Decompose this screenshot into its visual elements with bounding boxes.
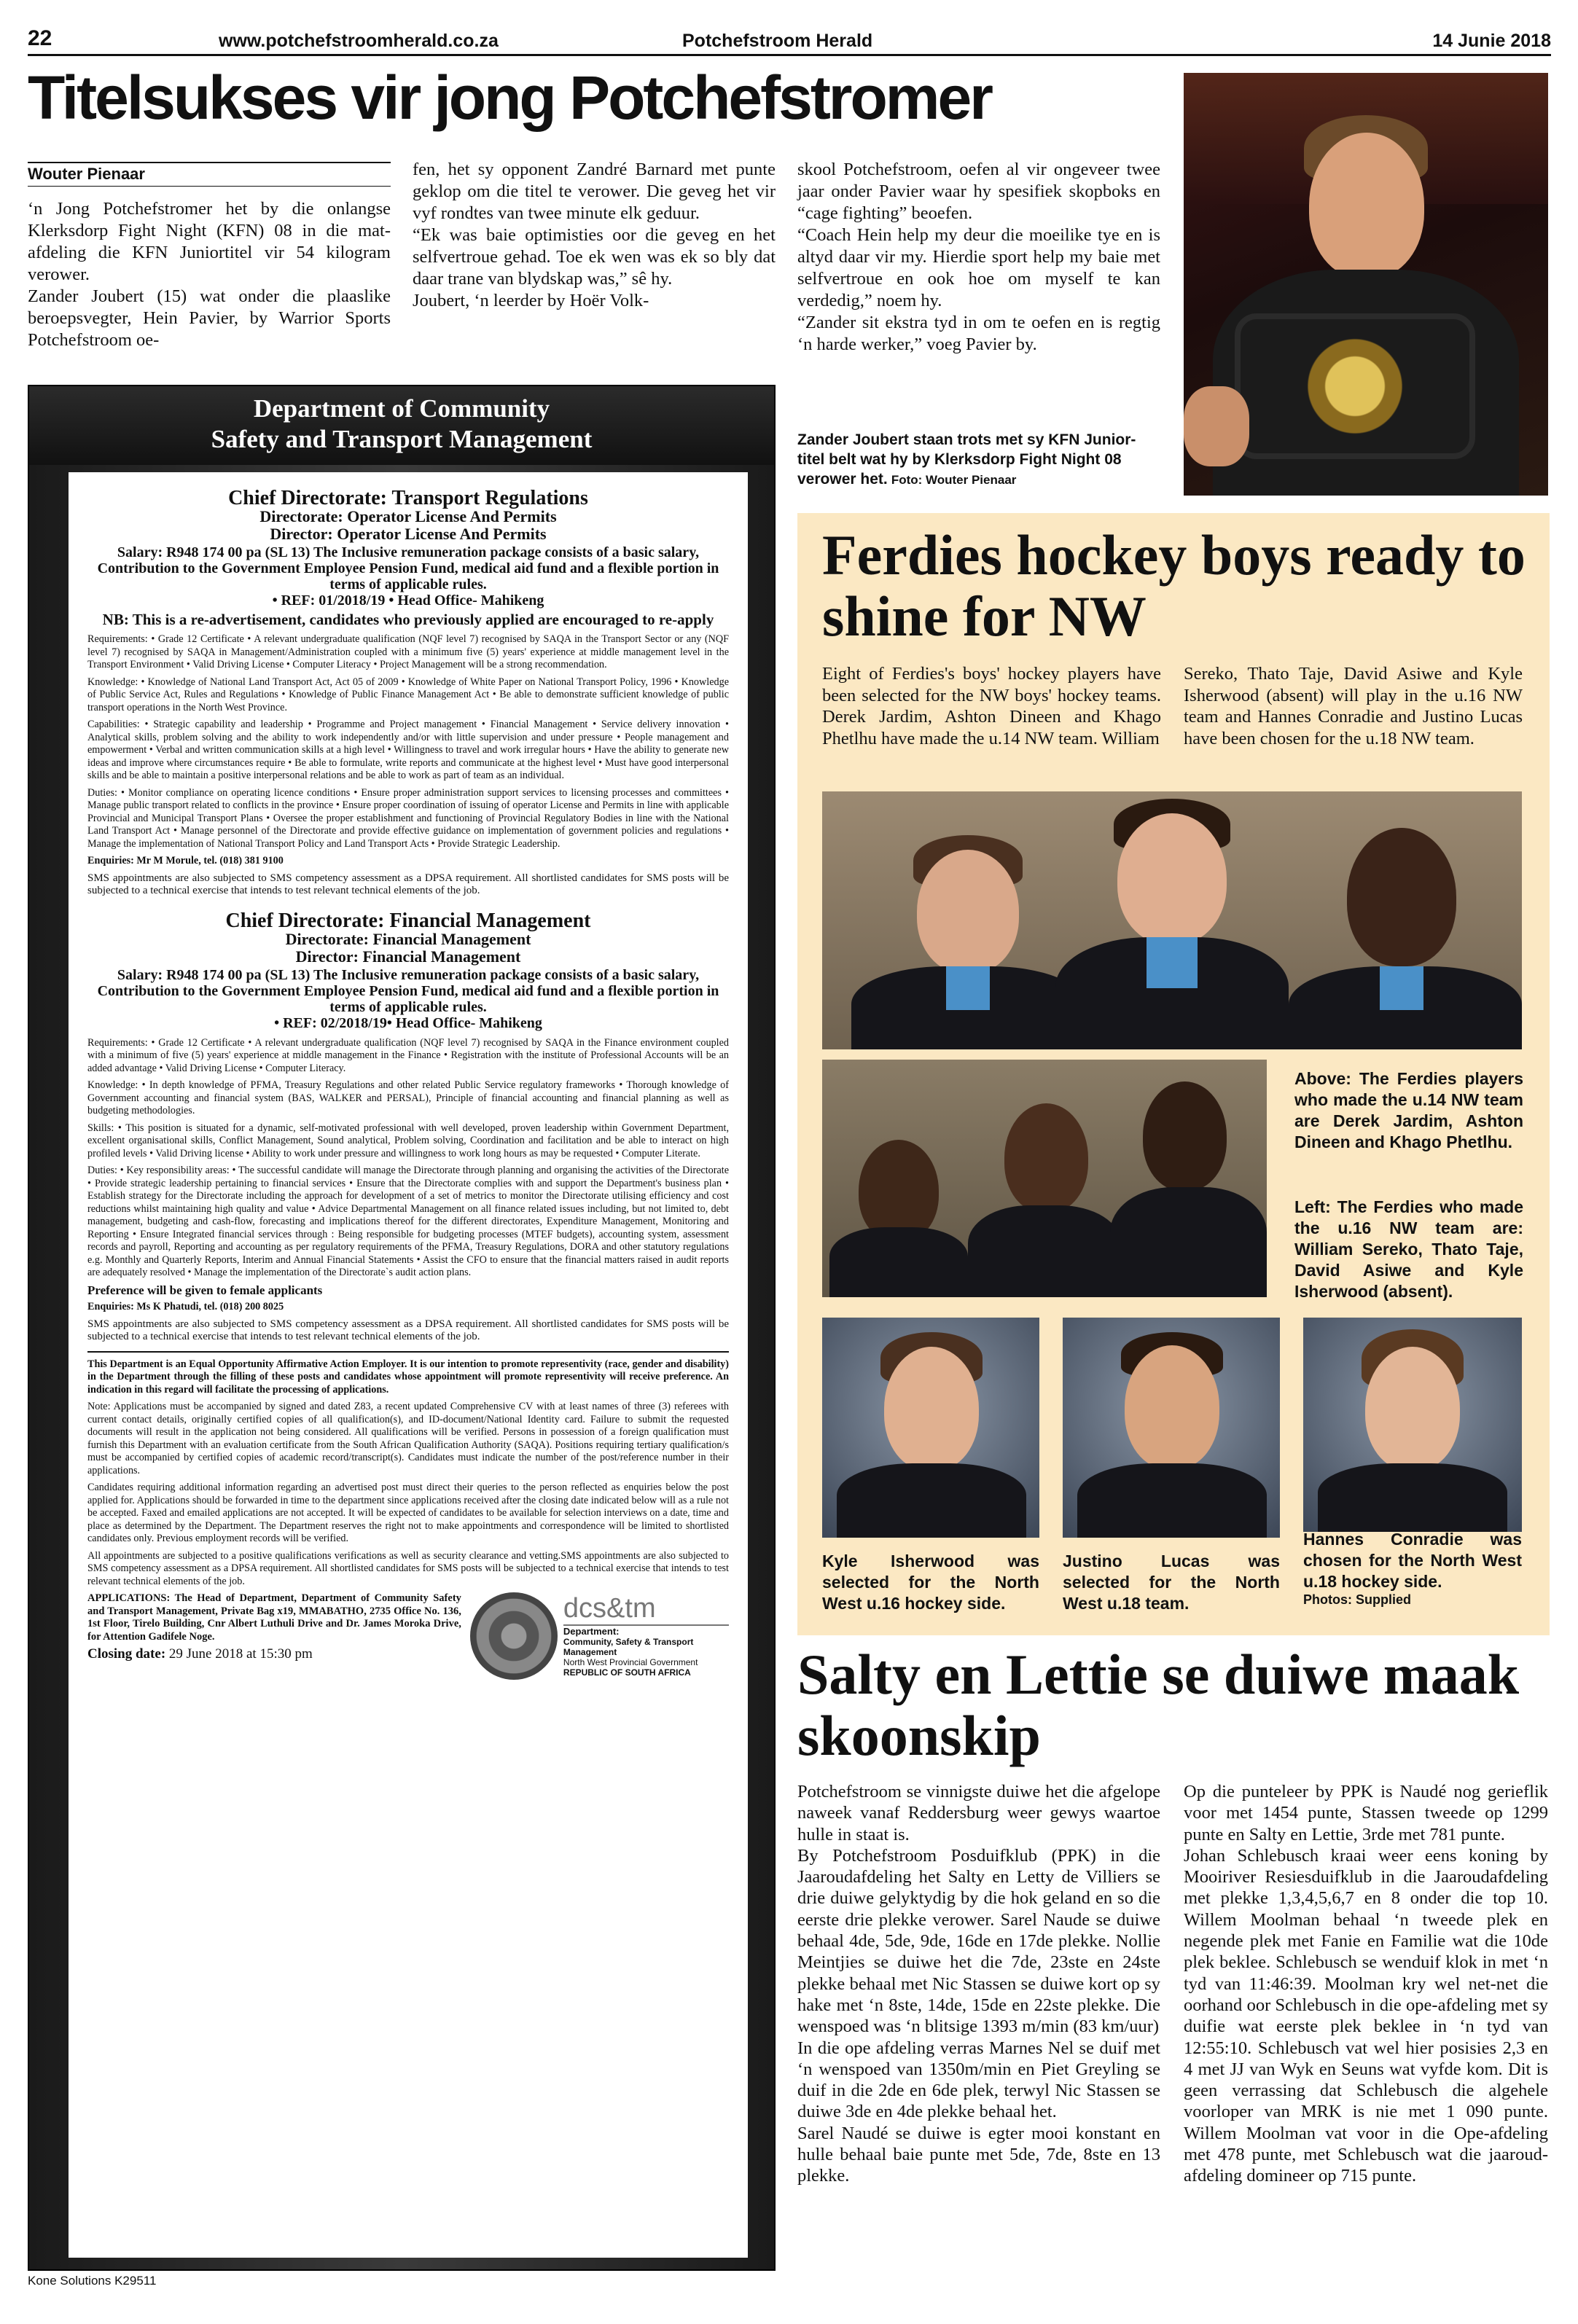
post2-duties: Duties: • Key responsibility areas: • The successful candidate will manage the Directorate through planning and organising the activities of the Directorate • Provide strategic leadership pertaining to financial services • Ensure that the Directorate complies with and support the Department's business plan • Establish strategy for the Directorate including the approach for development of a set of metrics to monitor the Directorate utilising efficiency and cost reductions whilst maintaining high quality and value • Advice Departmental Management on all finance related issues including, but not limited to, debt management, budgeting and cash-flow, forecasting and implications thereof for the different directorates, Expenditure Management, Monitoring and Reporting • Ensure Integrated financial services through : Being responsible for budgeting processes (MTEF budgets), accounting system, assessment records and payroll, Reporting and accounting as per regulatory requirements of the PFMA, Treasury Regulations, DORA and other statutory regulations e.g. Monthly and Quarterly Reports, Interim and Annual Financial Statements • Assist the CFO to ensure that the financial matters raised in audit reports are adequately resolved • Manage the implementation of the Directorate`s audit action plans. (87, 1165, 729, 1278)
story1-headline: Titelsukses vir jong Potchefstromer (28, 63, 991, 132)
caption-hannes-block (1303, 1529, 1522, 1608)
post2-requirements: Requirements: • Grade 12 Certificate • A relevant undergraduate qualification (NQF level 7) recognised by SAQA in the Finance environment coupled with a minimum of five (5) years' experience at middle management in the Finance • Registration with the institute of Professional Accounts will be an added advantage • Valid Driving License • Computer Literacy. (87, 1036, 729, 1074)
player2-collar (1147, 937, 1198, 988)
story1-column-2: fen, het sy opponent Zandré Barnard met punte geklop om die titel te verower. Die geveg het vir vyf rondtes van twee minute elk geduur. “Ek was baie optimisties oor die geveg en het selfvertroue gehad. Toe ek wen was ek so bly dat daar trane van blydskap was,” sê hy. Joubert, ‘n leerder by Hoër Volk- (413, 160, 776, 310)
closing-value: 29 June 2018 at 15:30 pm (168, 1646, 313, 1662)
caption-justino: Justino Lucas was selected for the North West u.18 team. (1063, 1552, 1280, 1613)
equal-opportunity: This Department is an Equal Opportunity Affirmative Action Employer. It is our intention to promote representivity (race, gender and disability) in the Department through the filling of these posts and candidates whose appointment will promote representivity will receive preference. An indication in this regard will facilitate the processing of applications. (87, 1358, 729, 1396)
fighter-photo (1184, 73, 1548, 496)
post1-requirements: Requirements: • Grade 12 Certificate • A relevant undergraduate qualification (NQF level 7) recognised by SAQA in the Transport Sector or any (NQF level 7) recognised by SAQA in Management/Administration coupled with a minimum five (5) years' experience at middle management level in the Transport Environment • Valid Driving License • Computer Literacy • Project Management will be a strong recommendation. (87, 633, 729, 670)
department-logo (470, 1592, 729, 1680)
story3-headline: Salty en Lettie se duiwe maak skoonskip (797, 1643, 1520, 1767)
post1-title: Chief Directorate: Transport Regulations (228, 487, 588, 509)
closing-label: Closing date: (87, 1646, 166, 1662)
post1-nb: NB: This is a re-advertisement, candidates who previously applied are encouraged to re-apply (102, 611, 714, 628)
post2-skills: Skills: • This position is situated for a dynamic, self-motivated professional with well developed, proven leadership within Government Department, excellent organisational skills, Conflict Management, Sound analytical, Problem solving, Coordination and facilitation and be able to interact on high profiled levels • Valid Driving license • Ability to work under pressure and willingness to work long hours as may be requested • Computer Literate. (87, 1122, 729, 1159)
logo-line-1: Department: (563, 1626, 620, 1637)
post2-director: Director: Financial Management (295, 947, 521, 966)
fighter-hand (1184, 386, 1249, 466)
post1-directorate: Directorate: Operator License And Permits (259, 507, 557, 525)
player1-collar (946, 966, 990, 1010)
post1-capabilities: Capabilities: • Strategic capability and leadership • Programme and Project management • Financial Management • Service delivery innovation • Analytical skills, problem solving and the ability to work independently and/or with little supervision and under pressure • People management and empowerment • Verbal and written communication skills at a high level • Willingness to travel and work irregular hours • Have the ability to generate new ideas and improve where circumstances require • Be able to formulate, write reports and communicate at the highest level • Must have good interpersonal skills and be able to maintain a positive interpersonal relations and be able to work as part of team as an individual. (87, 719, 729, 781)
title-belt (1235, 313, 1475, 459)
post2-sms-note: SMS appointments are also subjected to SMS competency assessment as a DPSA requirement. All shortlisted candidates for SMS posts will be subjected to a technical exercise that intends to test relevant technical elements of the job. (87, 1318, 729, 1342)
coat-of-arms-icon (470, 1592, 558, 1680)
player6-blazer (1110, 1187, 1267, 1297)
advert-header (29, 386, 774, 465)
post1-salary: Salary: R948 174 00 pa (SL 13) The Inclusive remuneration package consists of a basic salary, Contribution to the Government Employee Pension Fund, medical aid fund and a flexible portion in terms of applicable rules. (97, 544, 719, 592)
post1-knowledge: Knowledge: • Knowledge of National Land Transport Act, Act 05 of 2009 • Knowledge of White Paper on National Transport Policy, 1996 • Knowledge of Public Service Act, Rules and Regulations • Knowledge of Public Finance Management Act • Be able to demonstrate sufficient knowledge of public transport operations in the North West Province. (87, 676, 729, 713)
story2-column-2: Sereko, Thato Taje, David Asiwe and Kyle Isherwood (absent) will play in the u.16 NW team and Hannes Conradie and Justino Lucas have been chosen for the u.18 NW team. (1184, 664, 1523, 748)
byline-rule (28, 162, 391, 163)
logo-line-4: REPUBLIC OF SOUTH AFRICA (563, 1667, 691, 1678)
advert-divider (87, 1351, 729, 1353)
story1-byline: Wouter Pienaar (28, 165, 145, 183)
advert-body (69, 472, 748, 2258)
story2-column-1: Eight of Ferdies's boys' hockey players have been selected for the NW boys' hockey teams. Derek Jardim, Ashton Dineen and Khago Phetlhu have made the u.14 NW team. William (822, 664, 1161, 748)
paper-name: Potchefstroom Herald (682, 31, 873, 51)
kyle-portrait (822, 1318, 1039, 1538)
player5-blazer (968, 1205, 1121, 1297)
website: www.potchefstroomherald.co.za (219, 31, 499, 51)
page-number: 22 (28, 26, 52, 50)
post2-title: Chief Directorate: Financial Management (225, 909, 591, 932)
player4-face (859, 1140, 939, 1242)
department-title: Department of Community Safety and Transport Management (211, 394, 593, 453)
story1-caption (797, 430, 1160, 489)
post2-preference: Preference will be given to female applicants (87, 1283, 323, 1297)
candidates-note: Candidates requiring additional information regarding an advertised post must direct their queries to the person reflected as enquiries below the post applied for. Applications should be forwarded in time to the department since applications received after the closing date indicated below will as a rule not be accepted. Faxed and emailed applications are not accepted. It will be expected of candidates to be available for selection interviews on a date, time and place as determined by the Department. The Department reserves the right not to make appointments and correspondence will be limited to shortlisted candidates only. Previous employment records will be verified. (87, 1482, 729, 1544)
story2-headline: Ferdies hockey boys ready to shine for NW (822, 523, 1526, 648)
post1-enquiries: Enquiries: Mr M Morule, tel. (018) 381 9100 (87, 855, 284, 866)
justino-blazer (1077, 1463, 1267, 1538)
justino-face (1125, 1345, 1219, 1469)
story1-column-1: ‘n Jong Potchefstromer het by die onlangse Klerksdorp Fight Night (KFN) 08 in die mat-afdeling die KFN Juniortitel vir 54 kilogram verower. Zander Joubert (15) wat onder die plaaslike beroepsvegter, Hein Pavier, by Warrior Sports Potchefstroom oe- (28, 199, 391, 350)
story3-column-1: Potchefstroom se vinnigste duiwe het die afgelope naweek vanaf Reddersburg weer gewys waartoe hulle in staat is. By Potchefstroom Posduifklub (PPK) in die Jaaroudafdeling het Salty en Letty de Villiers se drie duiwe gelyktydig by die hok geland en so die eerste drie plekke verower. Sarel Naude se duiwe behaal 4de, 5de, 9de, 16de en 17de plekke. Nollie Meintjies se duiwe het die 7de, 23ste en 24ste plekke behaal met Nic Stassen se duiwe kort op sy hake met ‘n 8ste, 14de, 15de en 22ste plekke. Die wenspoed was ‘n blitsige 1393 m/min (83 km/uur) In die ope afdeling verras Marnes Nel se duif met ‘n wenspoed van 1350m/min en Piet Greyling se duif in die 2de en 6de plek, terwyl Nic Stassen se duiwe 3de en 4de plekke behaal het. Sarel Naudé se duiwe is egter mooi konstant en hulle behaal baie punte met 5de, 7de, 8ste en 13 plekke. (797, 1782, 1160, 2186)
photo-credit: Photos: Supplied (1303, 1592, 1411, 1607)
story3-column-2: Op die punteleer by PPK is Naudé nog gerieflik voor met 1454 punte, Stassen tweede op 1299 punte en Salty en Lettie, 3rde met 781 punte. Johan Schlebusch kraai weer eens koning by Mooiriver Resiesduifklub in die Jaaroudafdeling met plekke 1,3,4,5,6,7 en 8 onder die top 10. Willem Moolman behaal ‘n tweede plek en negende plek met Fanie en Familie wat die 10de plek beklee. Schlebusch se wenduif klok in met ‘n tyd van 11:46:39. Moolman kry wel net-net die oorhand oor Schlebusch in die ope-afdeling met sy duifie wat eerste plek beklee in ‘n tyd van 12:55:10. Schlebusch vat wel hier posisies 2,3 en 4 met JJ van Wyk en Seuns wat vyfde kom. Dit is geen verrassing dat Schlebusch die algehele voorloper van MRK is nie met 1 090 punte. Willem Moolman vat voor in die Ope-afdeling met 478 punte, met Schlebusch wat die jaaroud-afdeling domineer op 715 punte. (1184, 1782, 1548, 2186)
byline-underline (28, 186, 391, 187)
post2-salary: Salary: R948 174 00 pa (SL 13) The Inclusive remuneration package consists of a basic salary, Contribution to the Government Employee Pension Fund, medical aid fund and a flexible portion in terms of applicable rules. (97, 966, 719, 1015)
player3-collar (1380, 966, 1423, 1010)
header-rule (28, 54, 1551, 56)
u16-team-photo (822, 1060, 1267, 1297)
government-advert (28, 385, 776, 2271)
player5-face (1004, 1103, 1088, 1213)
post1-sms-note: SMS appointments are also subjected to SMS competency assessment as a DPSA requirement. All shortlisted candidates for SMS posts will be subjected to a technical exercise that intends to test relevant technical elements of the job. (87, 872, 729, 896)
post1-ref: • REF: 01/2018/19 • Head Office- Mahikeng (272, 592, 544, 609)
player3-face (1347, 828, 1456, 966)
post2-directorate: Directorate: Financial Management (285, 929, 531, 948)
player1-face (917, 850, 1019, 974)
story1-column-3: skool Potchefstroom, oefen al vir ongeveer twee jaar onder Pavier waar hy spesifiek skopboks en “cage fighting” beoefen. “Coach Hein help my deur die moeilike tye en is altyd daar vir my. Hierdie sport help my baie met selfvertroue en ook hoe om myself te kan verdedig,” noem hy. “Zander sit ekstra tyd in om te oefen en is regtig ‘n harde werker,” voeg Pavier by. (797, 160, 1160, 354)
u14-team-photo (822, 791, 1522, 1049)
hannes-blazer (1318, 1463, 1507, 1532)
caption-above: Above: The Ferdies players who made the u.14 NW team are Derek Jardim, Ashton Dineen and Khago Phetlhu. (1294, 1069, 1523, 1151)
player2-face (1117, 813, 1227, 944)
kyle-blazer (837, 1463, 1026, 1538)
caption-hannes: Hannes Conradie was chosen for the North West u.18 hockey side. (1303, 1530, 1522, 1591)
justino-portrait (1063, 1318, 1280, 1538)
story1-caption-credit: Foto: Wouter Pienaar (891, 473, 1017, 487)
hannes-face (1365, 1347, 1460, 1471)
application-note: Note: Applications must be accompanied by signed and dated Z83, a recent updated Comprehensive CV with at least names of three (3) referees with current contact details, originally certified copies of all qualification(s), and ID-document/National Identity card. Failure to submit the requested documents will result in the application not being considered. All qualifications will be verified. Persons in possession of a foreign qualification must furnish this Department with an evaluation certificate from the South African Qualification Authority (SAQA). Positions requiring tertiary qualification/s must be accompanied by certified copies of academic record/transcript(s). Candidates must indicate the number of the post/reference number in their applications. (87, 1401, 729, 1476)
logo-line-3: North West Provincial Government (563, 1657, 698, 1667)
closing-date (87, 1648, 461, 1661)
logo-line-2: Community, Safety & Transport Management (563, 1637, 694, 1657)
story1-caption-text: Zander Joubert staan trots met sy KFN Junior-titel belt wat hy by Klerksdorp Fight Night 08 verower het. (797, 431, 1136, 488)
hannes-portrait (1303, 1318, 1522, 1532)
player6-face (1143, 1081, 1227, 1191)
caption-kyle: Kyle Isherwood was selected for the North West u.16 hockey side. (822, 1552, 1039, 1613)
post2-knowledge: Knowledge: • In depth knowledge of PFMA, Treasury Regulations and other related Public Service regulatory frameworks • Thorough knowledge of Government accounting and financial system (BAS, WALKER and PERSAL), Principle of financial accounting and financial planning as well as budgeting methodologies. (87, 1079, 729, 1116)
issue-date: 14 Junie 2018 (1432, 31, 1551, 51)
applications-address: APPLICATIONS: The Head of Department, Department of Community Safety and Transport Management, Private Bag x19, MMABATHO, 2735 Office No. 136, 1st Floor, Tirelo Building, Cnr Albert Luthuli Drive and Dr. James Moroka Drive, for Attention Gadifele Noge. (87, 1592, 461, 1643)
post2-ref: • REF: 02/2018/19• Head Office- Mahikeng (274, 1014, 542, 1031)
post1-director: Director: Operator License And Permits (270, 525, 547, 543)
agency-credit: Kone Solutions K29511 (28, 2274, 157, 2288)
player4-blazer (829, 1227, 968, 1297)
verification-note: All appointments are subjected to a positive qualifications verifications as well as security clearance and vetting.SMS appointments are also subjected to SMS competency assessment as a DPSA requirement. All shortlisted candidates for SMS posts will be subjected to a technical exercise that intends to test relevant technical elements of the job. (87, 1549, 729, 1587)
kyle-face (884, 1347, 979, 1471)
page-header (28, 26, 1551, 57)
post1-duties: Duties: • Monitor compliance on operating licence conditions • Ensure proper administration support services to licensing processes and committees • Manage public transport related to conflicts in the province • Ensure proper coordination of issuing of operator License and Permits in line with applicable Provincial and Municipal Transport Plans • Oversee the proper establishment and functioning of Provincial Regulatory Bodies in line with the National Land Transport Act • Manage personnel of the Directorate and provide effective guidance on implementation of government policies and regulations • Manage the implementation of National Transport Policy and Land Transport Acts • Provide Strategic Leadership. (87, 786, 729, 850)
logo-wordmark: dcs&tm (563, 1592, 729, 1626)
post2-enquiries: Enquiries: Ms K Phatudi, tel. (018) 200 8025 (87, 1301, 284, 1312)
fighter-face (1309, 133, 1424, 278)
caption-left: Left: The Ferdies who made the u.16 NW team are: William Sereko, Thato Taje, David Asiwe and Kyle Isherwood (absent). (1294, 1197, 1523, 1301)
